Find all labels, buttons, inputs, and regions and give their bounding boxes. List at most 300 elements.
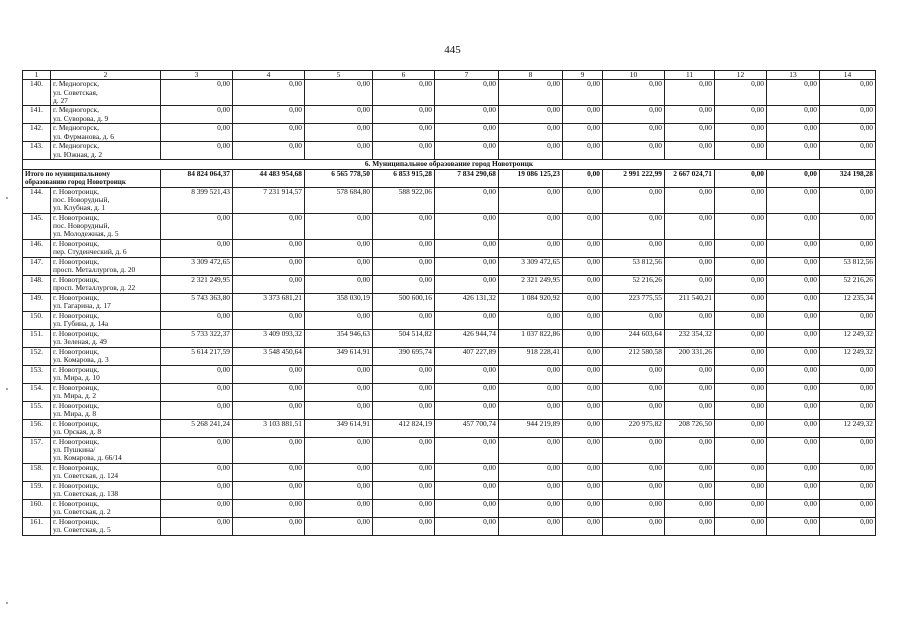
value-cell: 588 922,06: [373, 187, 435, 213]
value-cell: 0,00: [435, 401, 499, 419]
value-cell: 0,00: [161, 311, 233, 329]
value-cell: 0,00: [499, 311, 563, 329]
value-cell: 0,00: [305, 463, 373, 481]
value-cell: 0,00: [563, 517, 603, 535]
value-cell: 0,00: [563, 257, 603, 275]
address-cell: [51, 293, 161, 311]
value-cell: 0,00: [665, 499, 715, 517]
value-cell: 0,00: [767, 401, 820, 419]
value-cell: 0,00: [305, 481, 373, 499]
value-cell: 0,00: [715, 401, 767, 419]
row-number: 150.: [23, 311, 51, 329]
value-cell: 0,00: [435, 463, 499, 481]
value-cell: 5 614 217,59: [161, 347, 233, 365]
value-cell: 0,00: [715, 293, 767, 311]
address-cell: [51, 383, 161, 401]
value-cell: 0,00: [233, 311, 305, 329]
total-value-cell: 324 198,28: [820, 169, 876, 187]
value-cell: 0,00: [563, 311, 603, 329]
row-number: 154.: [23, 383, 51, 401]
value-cell: 0,00: [563, 463, 603, 481]
value-cell: 0,00: [715, 124, 767, 142]
value-cell: 0,00: [435, 257, 499, 275]
value-cell: 0,00: [499, 437, 563, 463]
value-cell: 0,00: [603, 80, 665, 106]
value-cell: 944 219,89: [499, 419, 563, 437]
address-line: г. Медногорск,: [53, 79, 99, 89]
value-cell: 0,00: [665, 187, 715, 213]
header-cell: 11: [665, 71, 715, 80]
value-cell: 0,00: [563, 437, 603, 463]
value-cell: 0,00: [820, 106, 876, 124]
value-cell: 2 321 249,95: [161, 275, 233, 293]
address-cell: [51, 401, 161, 419]
value-cell: 0,00: [373, 401, 435, 419]
address-line: ул. Комарова, д. 3: [53, 354, 109, 364]
address-line: ул. Зеленая, д. 49: [53, 336, 107, 346]
value-cell: 0,00: [665, 517, 715, 535]
value-cell: 0,00: [161, 80, 233, 106]
row-number: 149.: [23, 293, 51, 311]
value-cell: 0,00: [665, 80, 715, 106]
value-cell: 0,00: [373, 463, 435, 481]
value-cell: 0,00: [665, 106, 715, 124]
value-cell: 0,00: [499, 124, 563, 142]
value-cell: 0,00: [767, 106, 820, 124]
value-cell: 3 309 472,65: [161, 257, 233, 275]
value-cell: 0,00: [767, 437, 820, 463]
value-cell: 0,00: [563, 187, 603, 213]
value-cell: 0,00: [233, 437, 305, 463]
value-cell: 0,00: [563, 293, 603, 311]
value-cell: 0,00: [603, 383, 665, 401]
table-row: [23, 213, 876, 239]
table-row: [23, 106, 876, 124]
row-number: 145.: [23, 213, 51, 239]
value-cell: 52 216,26: [820, 275, 876, 293]
value-cell: 0,00: [305, 365, 373, 383]
value-cell: 0,00: [373, 517, 435, 535]
value-cell: 0,00: [563, 239, 603, 257]
row-number: 143.: [23, 142, 51, 160]
total-value-cell: 0,00: [767, 169, 820, 187]
value-cell: 0,00: [665, 257, 715, 275]
column-number-header: [23, 71, 876, 80]
section-row: [23, 160, 876, 169]
row-number: 152.: [23, 347, 51, 365]
value-cell: 0,00: [499, 383, 563, 401]
address-line: г. Новотроицк,: [53, 187, 100, 196]
value-cell: 0,00: [665, 383, 715, 401]
value-cell: 0,00: [563, 365, 603, 383]
value-cell: 0,00: [715, 142, 767, 160]
value-cell: 0,00: [820, 124, 876, 142]
value-cell: 3 103 881,51: [233, 419, 305, 437]
value-cell: 0,00: [373, 124, 435, 142]
value-cell: 0,00: [767, 239, 820, 257]
value-cell: 0,00: [820, 401, 876, 419]
value-cell: 390 695,74: [373, 347, 435, 365]
total-value-cell: 19 086 125,23: [499, 169, 563, 187]
value-cell: 0,00: [767, 187, 820, 213]
value-cell: 0,00: [305, 239, 373, 257]
total-label: [23, 169, 161, 187]
header-cell: 6: [373, 71, 435, 80]
value-cell: 0,00: [820, 80, 876, 106]
address-cell: [51, 437, 161, 463]
value-cell: 0,00: [767, 124, 820, 142]
address-line: ул. Советская, д. 124: [53, 470, 119, 480]
value-cell: 7 231 914,57: [233, 187, 305, 213]
value-cell: 0,00: [715, 257, 767, 275]
value-cell: 0,00: [603, 142, 665, 160]
value-cell: 53 812,56: [820, 257, 876, 275]
value-cell: 0,00: [563, 124, 603, 142]
value-cell: 0,00: [603, 499, 665, 517]
value-cell: 0,00: [563, 106, 603, 124]
value-cell: 0,00: [233, 142, 305, 160]
address-line: г. Новотроицк,: [53, 383, 100, 392]
header-cell: 13: [767, 71, 820, 80]
address-line: ул. Советская, д. 138: [53, 488, 119, 498]
value-cell: 12 235,34: [820, 293, 876, 311]
value-cell: 0,00: [305, 213, 373, 239]
value-cell: 0,00: [767, 463, 820, 481]
value-cell: 0,00: [767, 365, 820, 383]
address-line: ул. Молодежная, д. 5: [53, 229, 119, 239]
value-cell: 0,00: [373, 80, 435, 106]
value-cell: 0,00: [435, 213, 499, 239]
value-cell: 578 684,80: [305, 187, 373, 213]
value-cell: 0,00: [233, 481, 305, 499]
value-cell: 0,00: [373, 213, 435, 239]
value-cell: 426 944,74: [435, 329, 499, 347]
address-cell: [51, 213, 161, 239]
value-cell: 0,00: [161, 517, 233, 535]
table-row: [23, 329, 876, 347]
header-cell: 14: [820, 71, 876, 80]
value-cell: 0,00: [603, 401, 665, 419]
table-row: [23, 383, 876, 401]
value-cell: 0,00: [435, 311, 499, 329]
value-cell: 220 975,82: [603, 419, 665, 437]
value-cell: 500 600,16: [373, 293, 435, 311]
value-cell: 0,00: [665, 463, 715, 481]
header-cell: 2: [51, 71, 161, 80]
value-cell: 0,00: [373, 142, 435, 160]
value-cell: 0,00: [563, 419, 603, 437]
value-cell: 0,00: [767, 517, 820, 535]
value-cell: 918 228,41: [499, 347, 563, 365]
value-cell: 0,00: [161, 463, 233, 481]
row-number: 153.: [23, 365, 51, 383]
value-cell: 0,00: [820, 463, 876, 481]
value-cell: 0,00: [499, 106, 563, 124]
value-cell: 0,00: [715, 311, 767, 329]
value-cell: 0,00: [820, 437, 876, 463]
value-cell: 0,00: [499, 213, 563, 239]
header-cell: 4: [233, 71, 305, 80]
value-cell: 53 812,56: [603, 257, 665, 275]
table-row: [23, 499, 876, 517]
value-cell: 0,00: [665, 365, 715, 383]
value-cell: 0,00: [435, 124, 499, 142]
value-cell: 0,00: [603, 213, 665, 239]
value-cell: 0,00: [767, 329, 820, 347]
value-cell: 0,00: [563, 80, 603, 106]
value-cell: 8 399 521,43: [161, 187, 233, 213]
address-line: г. Новотроицк,: [53, 293, 100, 302]
value-cell: 457 700,74: [435, 419, 499, 437]
address-line: г. Новотроицк,: [53, 517, 100, 526]
value-cell: 0,00: [820, 311, 876, 329]
total-value-cell: 0,00: [715, 169, 767, 187]
table-row: [23, 347, 876, 365]
value-cell: 0,00: [233, 401, 305, 419]
address-cell: [51, 311, 161, 329]
address-line: ул. Советская, д. 2: [53, 506, 111, 516]
table-row: [23, 419, 876, 437]
margin-mark: [6, 197, 8, 199]
address-line: г. Новотроицк,: [53, 275, 100, 284]
row-number: 160.: [23, 499, 51, 517]
value-cell: 0,00: [715, 499, 767, 517]
total-value-cell: 84 824 064,37: [161, 169, 233, 187]
value-cell: 0,00: [305, 124, 373, 142]
value-cell: 0,00: [373, 311, 435, 329]
value-cell: 0,00: [563, 383, 603, 401]
value-cell: 0,00: [715, 517, 767, 535]
value-cell: 0,00: [563, 213, 603, 239]
value-cell: 52 216,26: [603, 275, 665, 293]
value-cell: 0,00: [499, 499, 563, 517]
address-cell: [51, 257, 161, 275]
value-cell: 1 084 920,92: [499, 293, 563, 311]
address-line: г. Новотроицк,: [53, 419, 100, 428]
value-cell: 0,00: [499, 401, 563, 419]
value-cell: 0,00: [373, 383, 435, 401]
value-cell: 0,00: [499, 481, 563, 499]
address-cell: [51, 499, 161, 517]
value-cell: 0,00: [161, 142, 233, 160]
address-line: образованию город Новотроицк: [25, 177, 126, 186]
data-table: [22, 70, 876, 536]
margin-mark: [6, 602, 8, 604]
value-cell: 0,00: [233, 275, 305, 293]
address-cell: [51, 275, 161, 293]
value-cell: 0,00: [820, 517, 876, 535]
address-line: г. Новотроицк,: [53, 311, 100, 320]
address-line: ул. Комарова, д. 66/14: [53, 453, 122, 463]
value-cell: 200 331,26: [665, 347, 715, 365]
value-cell: 0,00: [820, 481, 876, 499]
address-cell: [51, 124, 161, 142]
value-cell: 0,00: [373, 275, 435, 293]
value-cell: 0,00: [820, 365, 876, 383]
value-cell: 0,00: [373, 365, 435, 383]
table-row: [23, 517, 876, 535]
value-cell: 0,00: [233, 517, 305, 535]
address-line: Итого по муниципальному: [25, 169, 111, 178]
address-line: ул. Орская, д. 8: [53, 426, 102, 436]
address-line: г. Медногорск,: [53, 123, 99, 133]
row-number: 142.: [23, 124, 51, 142]
value-cell: 0,00: [563, 347, 603, 365]
value-cell: 0,00: [373, 239, 435, 257]
value-cell: 0,00: [820, 142, 876, 160]
header-cell: 10: [603, 71, 665, 80]
value-cell: 0,00: [820, 383, 876, 401]
address-line: г. Новотроицк,: [53, 213, 100, 222]
value-cell: 358 030,19: [305, 293, 373, 311]
address-line: пер. Студенческий, д. 6: [53, 246, 127, 256]
value-cell: 504 514,82: [373, 329, 435, 347]
table-row: [23, 293, 876, 311]
value-cell: 0,00: [233, 463, 305, 481]
value-cell: 0,00: [305, 257, 373, 275]
table-row: [23, 142, 876, 160]
table-row: [23, 365, 876, 383]
value-cell: 0,00: [435, 481, 499, 499]
value-cell: 0,00: [715, 329, 767, 347]
value-cell: 0,00: [435, 106, 499, 124]
address-line: ул. Мира, д. 2: [53, 390, 97, 400]
value-cell: 0,00: [161, 481, 233, 499]
value-cell: 223 775,55: [603, 293, 665, 311]
value-cell: 0,00: [499, 142, 563, 160]
value-cell: 349 614,91: [305, 419, 373, 437]
address-cell: [51, 481, 161, 499]
value-cell: 0,00: [161, 124, 233, 142]
table-row: [23, 124, 876, 142]
margin-mark: [6, 388, 8, 390]
row-number: 141.: [23, 106, 51, 124]
address-line: д. 27: [53, 95, 68, 105]
value-cell: 0,00: [233, 80, 305, 106]
total-value-cell: 6 853 915,28: [373, 169, 435, 187]
value-cell: 3 309 472,65: [499, 257, 563, 275]
address-line: ул. Гагарина, д. 17: [53, 300, 111, 310]
row-number: 144.: [23, 187, 51, 213]
value-cell: 0,00: [820, 187, 876, 213]
address-line: г. Новотроицк,: [53, 257, 100, 266]
address-line: просп. Металлургов, д. 22: [53, 282, 136, 292]
value-cell: 0,00: [715, 106, 767, 124]
value-cell: 0,00: [233, 499, 305, 517]
total-value-cell: 0,00: [563, 169, 603, 187]
address-cell: [51, 517, 161, 535]
value-cell: 0,00: [715, 213, 767, 239]
row-number: 148.: [23, 275, 51, 293]
value-cell: 0,00: [233, 213, 305, 239]
address-line: ул. Пушкина/: [53, 444, 96, 454]
value-cell: 211 540,21: [665, 293, 715, 311]
table-row: [23, 80, 876, 106]
table-row: [23, 257, 876, 275]
value-cell: 0,00: [665, 401, 715, 419]
value-cell: 0,00: [233, 383, 305, 401]
value-cell: 0,00: [665, 213, 715, 239]
table-row: [23, 401, 876, 419]
value-cell: 244 603,64: [603, 329, 665, 347]
value-cell: 0,00: [435, 517, 499, 535]
table-row: [23, 481, 876, 499]
address-line: г. Новотроицк,: [53, 401, 100, 410]
value-cell: 0,00: [665, 124, 715, 142]
value-cell: 0,00: [665, 437, 715, 463]
section-title: 6. Муниципальное образование город Новотроицк: [23, 160, 876, 169]
address-line: г. Медногорск,: [53, 141, 99, 151]
header-cell: 1: [23, 71, 51, 80]
table-row: [23, 187, 876, 213]
value-cell: 0,00: [715, 275, 767, 293]
total-value-cell: 44 483 954,68: [233, 169, 305, 187]
value-cell: 0,00: [767, 142, 820, 160]
address-cell: [51, 365, 161, 383]
value-cell: 0,00: [373, 481, 435, 499]
value-cell: 0,00: [305, 311, 373, 329]
address-line: ул. Фурманова, д. 6: [53, 131, 114, 141]
value-cell: 0,00: [435, 437, 499, 463]
value-cell: 0,00: [665, 239, 715, 257]
value-cell: 0,00: [603, 365, 665, 383]
value-cell: 0,00: [161, 401, 233, 419]
row-number: 155.: [23, 401, 51, 419]
value-cell: 354 946,63: [305, 329, 373, 347]
address-line: ул. Мира, д. 10: [53, 372, 100, 382]
value-cell: 0,00: [603, 437, 665, 463]
row-number: 157.: [23, 437, 51, 463]
value-cell: 0,00: [499, 365, 563, 383]
value-cell: 3 548 450,64: [233, 347, 305, 365]
value-cell: 3 373 681,21: [233, 293, 305, 311]
value-cell: 0,00: [767, 311, 820, 329]
value-cell: 0,00: [305, 437, 373, 463]
value-cell: 12 249,32: [820, 347, 876, 365]
value-cell: 0,00: [305, 499, 373, 517]
value-cell: 412 824,19: [373, 419, 435, 437]
value-cell: 0,00: [373, 437, 435, 463]
address-line: г. Новотроицк,: [53, 239, 100, 248]
value-cell: 0,00: [767, 499, 820, 517]
address-line: пос. Новорудный,: [53, 194, 110, 204]
value-cell: 5 743 363,80: [161, 293, 233, 311]
value-cell: 0,00: [563, 142, 603, 160]
table-row: [23, 275, 876, 293]
address-line: г. Новотроицк,: [53, 499, 100, 508]
value-cell: 0,00: [499, 187, 563, 213]
value-cell: 0,00: [820, 499, 876, 517]
value-cell: 0,00: [715, 419, 767, 437]
address-line: г. Новотроицк,: [53, 347, 100, 356]
value-cell: 0,00: [435, 142, 499, 160]
value-cell: 0,00: [665, 142, 715, 160]
value-cell: 0,00: [715, 80, 767, 106]
value-cell: 208 726,50: [665, 419, 715, 437]
value-cell: 0,00: [603, 311, 665, 329]
value-cell: 0,00: [665, 275, 715, 293]
value-cell: 0,00: [161, 437, 233, 463]
value-cell: 0,00: [603, 106, 665, 124]
value-cell: 0,00: [665, 481, 715, 499]
address-line: просп. Металлургов, д. 20: [53, 264, 136, 274]
value-cell: 0,00: [305, 80, 373, 106]
address-cell: [51, 106, 161, 124]
value-cell: 0,00: [161, 213, 233, 239]
value-cell: 0,00: [603, 517, 665, 535]
value-cell: 3 409 093,32: [233, 329, 305, 347]
value-cell: 5 268 241,24: [161, 419, 233, 437]
